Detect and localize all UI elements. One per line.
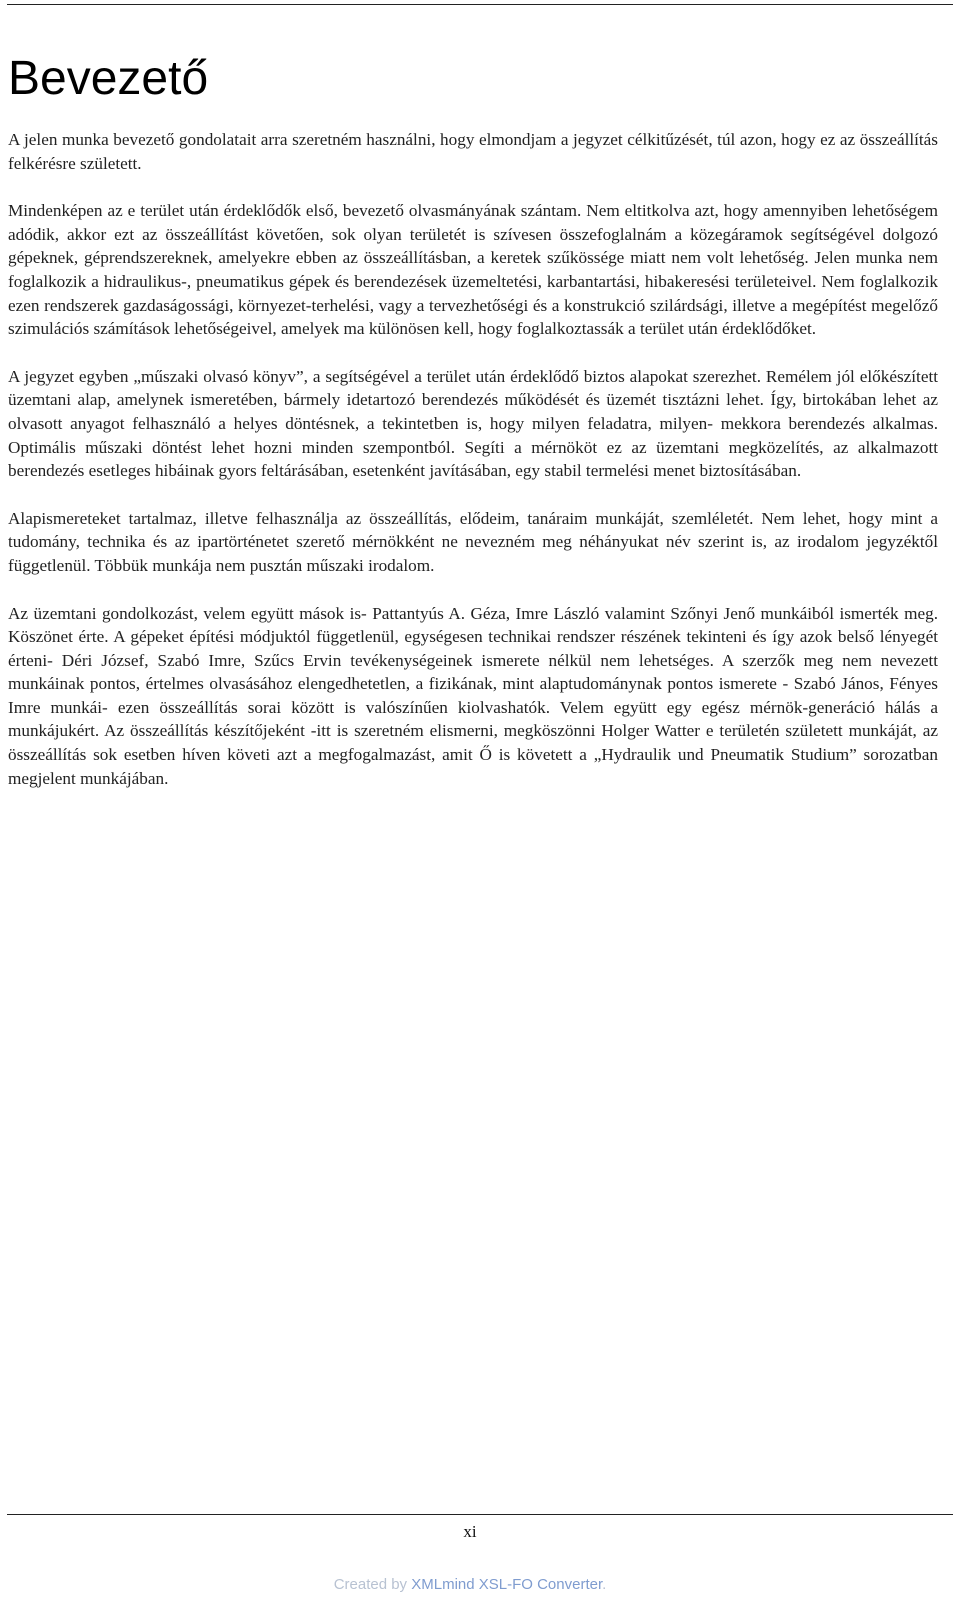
paragraph: Alapismereteket tartalmaz, illetve felhasználja az összeállítás, elődeim, tanáraim munkáját, szemléletét. Nem lehet, hogy mint a tudomány, technika és az ipartörténetet szerető mérnökként ne nevezném meg néhányukat név szerint is, az irodalom jegyzéktől függetlenül. Többük munkája nem pusztán műszaki irodalom. (8, 508, 938, 575)
converter-credit (0, 1576, 940, 1593)
page-number: xi (463, 1522, 477, 1541)
paragraph: A jelen munka bevezető gondolatait arra szeretném használni, hogy elmondjam a jegyzet célkitűzését, túl azon, hogy ez az összeállítás felkérésre született. (8, 130, 938, 173)
header-rule (7, 4, 953, 5)
page-title: Bevezető (8, 52, 209, 105)
paragraph: Az üzemtani gondolkozást, velem együtt mások is- Pattantyús A. Géza, Imre László valamint Szőnyi Jenő munkáiból ismerték meg. Köszönet érte. A gépeket építési módjuktól függetlenül, egységesen technikai rendszer részének tekinteni és így azok belső lényegét érteni- Déri József, Szabó Imre, Szűcs Ervin tevékenységeinek ismerete nélkül nem lehetséges. A szerzők meg nem nevezett munkáinak pontos, értelmes olvasásához elengedhetetlen, a fizikának, mint alaptudománynak pontos ismerete - Szabó János, Fényes Imre munkái- ezen összeállítás sorai között is valószínűen kiolvashatók. Velem együtt egy egész mérnök-generáció hálás a munkájukért. Az összeállítás készítőjeként -itt is szeretném elismerni, megköszönni Holger Watter e területén született munkáját, az összeállítás sok esetben híven követi azt a megfogalmazást, amit Ő is követett a „Hydraulik und Pneumatik Studium” sorozatban megjelent munkájában. (8, 603, 938, 788)
paragraph: A jegyzet egyben „műszaki olvasó könyv”, a segítségével a terület után érdeklődő biztos alapokat szerezhet. Remélem jól előkészített üzemtani alap, amelynek ismeretében, bármely idetartozó berendezés működését és üzemét tisztázni lehet. Így, birtokában lehet az olvasott anyagot felhasználó a helyes döntésnek, a tekintetben is, hogy milyen feladatra, milyen- mekkora berendezés alkalmas. Optimális műszaki döntést lehet hozni minden szempontból. Segíti a mérnököt ez az üzemtani megközelítés, az alkalmazott berendezés esetleges hibáinak gyors feltárásában, esetenként javításában, egy stabil termelési menet biztosításában. (8, 366, 938, 481)
converter-link[interactable]: XMLmind XSL-FO Converter (411, 1576, 603, 1593)
footer-rule (7, 1514, 953, 1515)
credit-suffix: . (602, 1576, 607, 1593)
credit-prefix: Created by (333, 1576, 412, 1593)
document-body (8, 128, 938, 790)
paragraph: Mindenképen az e terület után érdeklődők első, bevezető olvasmányának szántam. Nem eltitkolva azt, hogy amennyiben lehetőségem adódik, akkor ezt az összeállítást követően, sok olyan területét is szívesen összefoglalnám a közegáramok segítségével dolgozó gépeknek, géprendszereknek, amelyekre ebben az összeállításban, a keretek szűkössége miatt nem volt lehetőség. Jelen munka nem foglalkozik a hidraulikus-, pneumatikus gépek és berendezések üzemeltetési, karbantartási, hibakeresési területeivel. Nem foglalkozik ezen rendszerek gazdaságossági, környezet-terhelési, vagy a tervezhetőségi és a konstrukció szilárdsági, illetve a megépítést megelőző szimulációs számítások lehetőségeivel, amelyek ma különösen kell, hogy foglalkoztassák a terület után érdeklődőket. (8, 201, 938, 339)
